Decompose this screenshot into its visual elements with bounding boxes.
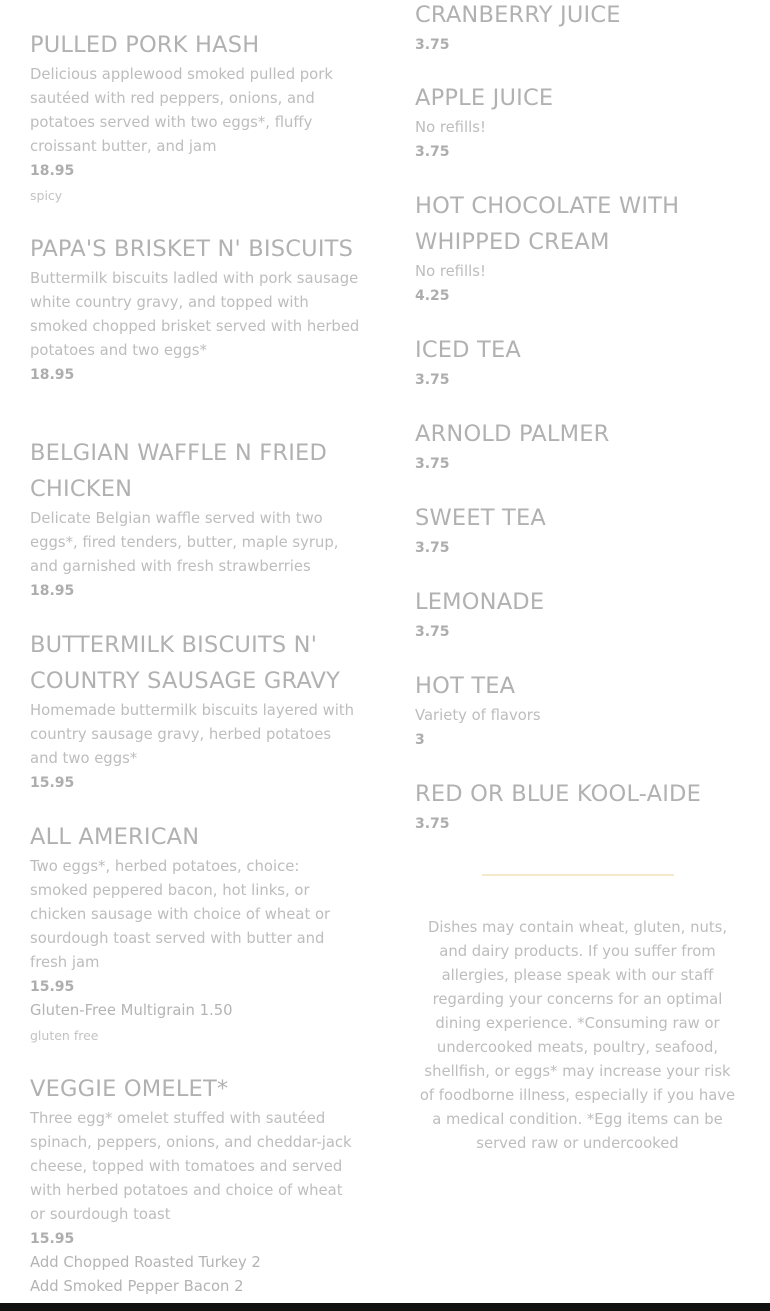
item-price: 3.75 [415, 144, 450, 160]
item-description: Three egg* omelet stuffed with sautéed spinach, peppers, onions, and cheddar-jack cheese, topped with tomatoes and served with herbed potatoes and choice of wheat or sourdough toast [30, 1110, 352, 1223]
item-price: 18.95 [30, 163, 75, 179]
item-price: 3.75 [415, 372, 450, 388]
item-addon: Add Chopped Roasted Turkey 2 [30, 1254, 261, 1271]
item-name: CRANBERRY JUICE [415, 2, 621, 28]
item-description: Delicious applewood smoked pulled pork sautéed with red peppers, onions, and potatoes served with two eggs*, fluffy croissant butter, and jam [30, 66, 333, 155]
item-description: Two eggs*, herbed potatoes, choice: smoked peppered bacon, hot links, or chicken sausage with choice of wheat or sourdough toast served with butter and fresh jam [30, 858, 331, 971]
item-description: Homemade buttermilk biscuits layered with country sausage gravy, herbed potatoes and two eggs* [30, 702, 355, 767]
menu-item-buttermilk-biscuits [30, 627, 360, 795]
item-name: HOT TEA [415, 673, 516, 699]
item-name: SWEET TEA [415, 505, 547, 531]
item-tag: gluten free [30, 1028, 99, 1043]
menu-item-apple-juice [415, 80, 745, 164]
item-price: 15.95 [30, 979, 75, 995]
item-price: 3.75 [415, 37, 450, 53]
menu-item-belgian-waffle [30, 435, 360, 603]
item-description: Delicate Belgian waffle served with two eggs*, fired tenders, butter, maple syrup, and garnished with fresh strawberries [30, 510, 339, 575]
menu-item-hot-chocolate [415, 188, 745, 308]
item-description: No refills! [415, 119, 486, 136]
item-name: PAPA'S BRISKET N' BISCUITS [30, 236, 354, 262]
item-name: ALL AMERICAN [30, 824, 200, 850]
item-description: No refills! [415, 263, 486, 280]
item-name: RED OR BLUE KOOL-AIDE [415, 781, 701, 807]
item-price: 3.75 [415, 456, 450, 472]
menu-item-sweet-tea [415, 500, 745, 560]
section-divider [482, 874, 674, 876]
menu-item-lemonade [415, 584, 745, 644]
menu-item-all-american [30, 819, 360, 1049]
item-price: 3 [415, 732, 425, 748]
item-name: ARNOLD PALMER [415, 421, 610, 447]
item-name: PULLED PORK HASH [30, 32, 260, 58]
item-price: 4.25 [415, 288, 450, 304]
menu-item-iced-tea [415, 332, 745, 392]
item-price: 15.95 [30, 775, 75, 791]
item-name: BELGIAN WAFFLE N FRIED CHICKEN [30, 440, 327, 502]
item-price: 18.95 [30, 367, 75, 383]
item-price: 3.75 [415, 624, 450, 640]
item-name: APPLE JUICE [415, 85, 554, 111]
item-price: 18.95 [30, 583, 75, 599]
menu-item-arnold-palmer [415, 416, 745, 476]
menu-item-papas-brisket [30, 231, 360, 387]
item-tag: spicy [30, 188, 63, 203]
item-price: 3.75 [415, 540, 450, 556]
allergy-disclaimer: Dishes may contain wheat, gluten, nuts, and dairy products. If you suffer from allergies, please speak with our staff regarding your concerns for an optimal dining experience. *Consuming raw or undercooked meats, poultry, seafood, shellfish, or eggs* may increase your risk of foodborne illness, especially if you have a medical condition. *Egg items can be served raw or undercooked [419, 919, 736, 1152]
item-description: Buttermilk biscuits ladled with pork sausage white country gravy, and topped with smoked chopped brisket served with herbed potatoes and two eggs* [30, 270, 360, 359]
item-price: 15.95 [30, 1231, 75, 1247]
item-name: LEMONADE [415, 589, 545, 615]
menu-item-cranberry-juice [415, 0, 745, 57]
item-description: Variety of flavors [415, 707, 541, 724]
item-name: HOT CHOCOLATE WITH WHIPPED CREAM [415, 193, 680, 255]
item-name: ICED TEA [415, 337, 521, 363]
menu-item-hot-tea [415, 668, 745, 752]
bottom-bar [0, 1303, 770, 1311]
item-price: 3.75 [415, 816, 450, 832]
menu-item-kool-aide [415, 776, 745, 836]
menu-item-pulled-pork-hash [30, 27, 360, 209]
item-addon: Add Smoked Pepper Bacon 2 [30, 1278, 244, 1295]
item-name: BUTTERMILK BISCUITS N' COUNTRY SAUSAGE GRAVY [30, 632, 341, 694]
item-addon: Gluten-Free Multigrain 1.50 [30, 1002, 233, 1019]
item-name: VEGGIE OMELET* [30, 1076, 229, 1102]
menu-item-veggie-omelet [30, 1071, 360, 1299]
